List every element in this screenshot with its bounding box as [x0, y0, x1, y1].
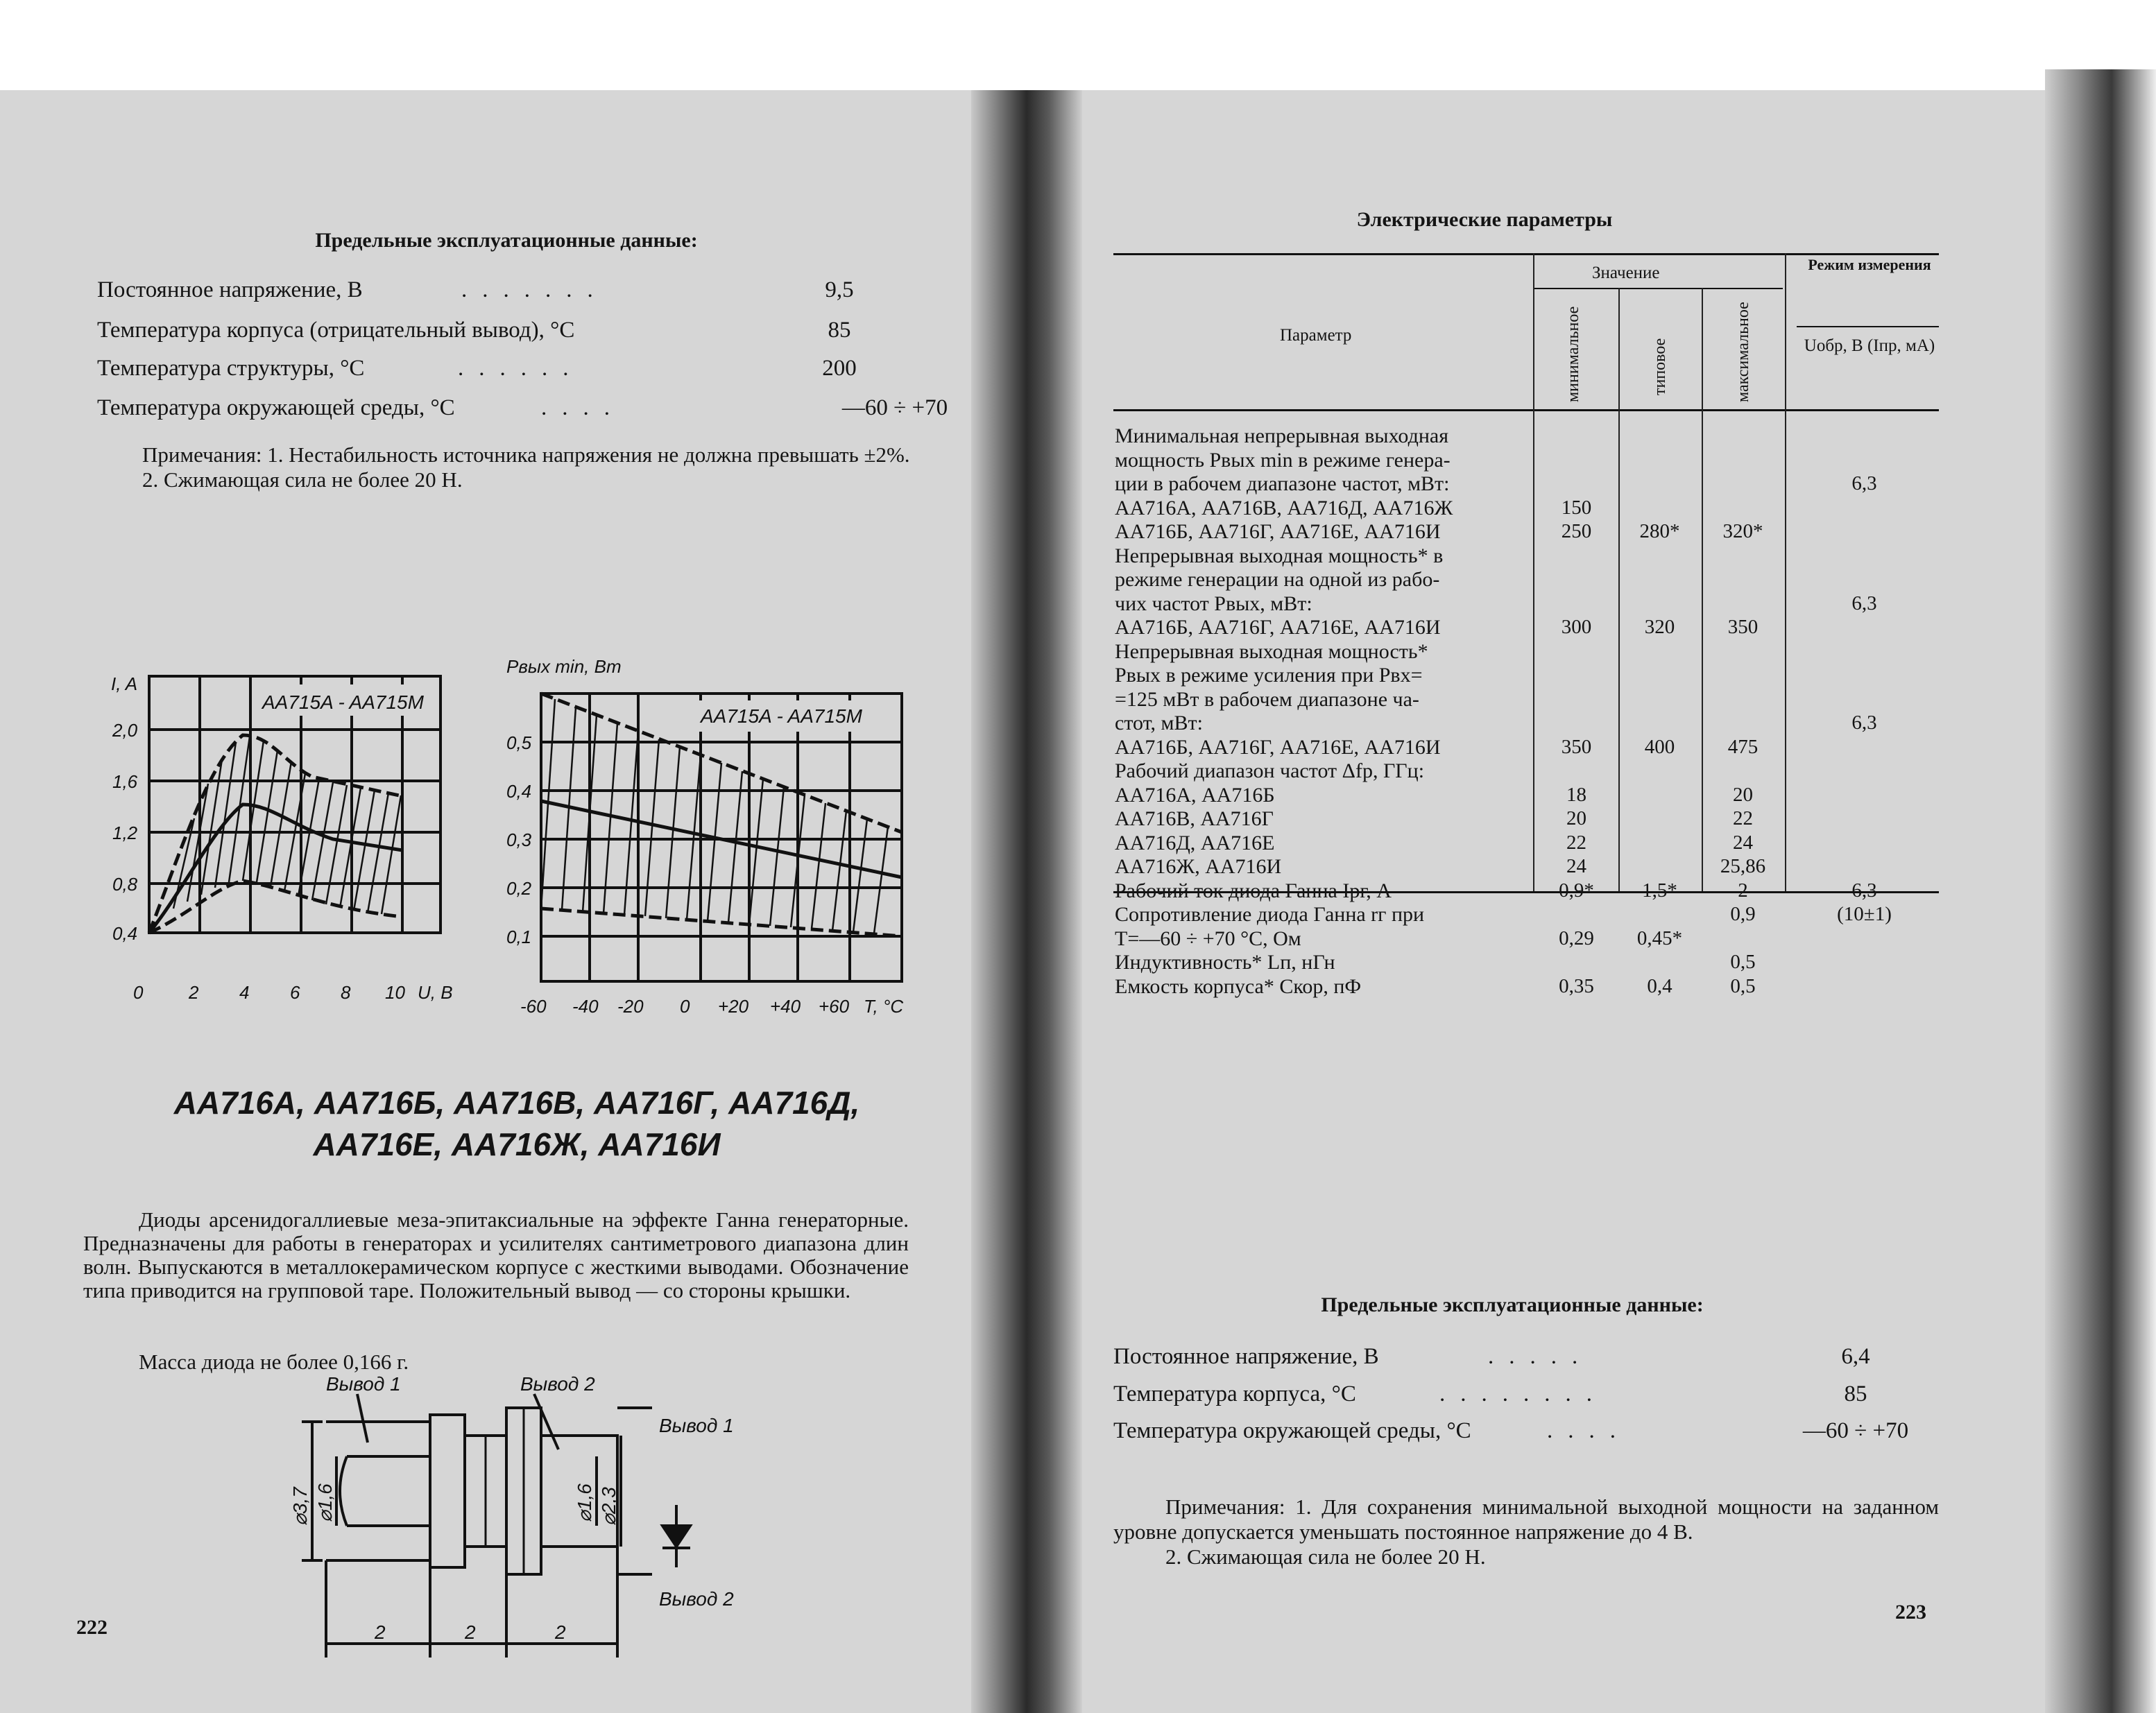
parameters-table — [1113, 253, 2043, 1085]
dim-diameter-3-7: ⌀3,7 — [289, 1487, 311, 1526]
leader-dots: ...... — [458, 356, 584, 381]
notes — [1113, 1495, 1939, 1569]
value-cell-max: 0,9 — [1730, 903, 1756, 925]
dim-diameter-1-6a: ⌀1,6 — [314, 1483, 336, 1522]
x-axis-label: U, B — [418, 982, 453, 1003]
svg-text:0,3: 0,3 — [506, 829, 532, 850]
limit-label: Температура корпуса, °С — [1113, 1381, 1356, 1406]
svg-text:0,4: 0,4 — [112, 923, 138, 944]
param-cell: АА716Ж, АА716И — [1115, 855, 1282, 878]
value-cell-max: 25,86 — [1720, 855, 1766, 877]
limit-label: Температура окружающей среды, °С — [97, 395, 455, 420]
svg-text:1,6: 1,6 — [112, 771, 138, 792]
param-cell: Рабочий ток диода Ганна Iрг, А — [1115, 879, 1392, 902]
y-ticks — [112, 720, 138, 944]
param-cell: =125 мВт в рабочем диапазоне ча- — [1115, 687, 1419, 711]
header-mode-sub: Uобр, В (Iпр, мА) — [1804, 336, 1935, 355]
table-rule — [1113, 409, 1939, 411]
limit-value: 85 — [1844, 1381, 1867, 1406]
param-cell: Рабочий диапазон частот Δfр, ГГц: — [1115, 759, 1425, 782]
param-cell: АА716Б, АА716Г, АА716Е, АА716И — [1115, 520, 1441, 543]
param-cell: АА716А, АА716В, АА716Д, АА716Ж — [1115, 496, 1453, 519]
table-rule — [1533, 288, 1783, 289]
svg-text:-40: -40 — [572, 996, 599, 1017]
leader-dots: .... — [541, 395, 625, 420]
page-number: 223 — [1895, 1601, 1926, 1624]
limit-value: 9,5 — [825, 277, 854, 302]
param-cell: АА716Д, АА716Е — [1115, 831, 1275, 854]
svg-text:4: 4 — [239, 982, 250, 1003]
param-cell: мощность Pвых min в режиме генера- — [1115, 448, 1451, 472]
table-rule — [1618, 288, 1620, 891]
outline-drawing — [243, 1366, 798, 1699]
limits-heading: Предельные эксплуатационные данные: — [1321, 1293, 1704, 1316]
value-cell-max: 350 — [1727, 616, 1759, 638]
value-cell-typ: 280* — [1639, 520, 1680, 542]
page-number: 222 — [76, 1616, 108, 1639]
param-cell: ции в рабочем диапазоне частот, мВт: — [1115, 472, 1450, 495]
value-cell-typ: 400 — [1644, 735, 1675, 758]
leader-dots: ....... — [461, 277, 608, 302]
chart-legend: AA715A - AA715M — [701, 705, 862, 727]
value-cell-max: 320* — [1722, 520, 1763, 542]
right-page — [1082, 90, 2046, 1713]
value-cell-max: 475 — [1727, 735, 1759, 758]
left-page — [0, 90, 971, 1713]
table-rule — [1533, 253, 1534, 891]
svg-text:-60: -60 — [520, 996, 547, 1017]
table-rule — [1785, 253, 1786, 891]
svg-text:2: 2 — [189, 982, 199, 1003]
svg-text:0,4: 0,4 — [506, 781, 532, 802]
param-cell: АА716Б, АА716Г, АА716Е, АА716И — [1115, 616, 1441, 639]
book-gutter — [971, 90, 1082, 1713]
header-max: максимальное — [1734, 302, 1752, 402]
table-heading: Электрические параметры — [1356, 208, 1613, 231]
limit-value: —60 ÷ +70 — [841, 395, 948, 420]
svg-text:+60: +60 — [819, 996, 850, 1017]
param-cell: Индуктивность* Lп, нГн — [1115, 951, 1335, 974]
table-rule — [1797, 326, 1939, 327]
svg-text:0,2: 0,2 — [506, 878, 532, 899]
y-axis-label: Pвых min, Вт — [506, 656, 622, 677]
param-cell: чих частот Pвых, мВт: — [1115, 592, 1312, 615]
param-cell: Емкость корпуса* Cкор, пФ — [1115, 974, 1362, 998]
device-title-line-2: АА716Е, АА716Ж, АА716И — [313, 1126, 721, 1162]
param-cell: Непрерывная выходная мощность* в — [1115, 544, 1444, 567]
param-cell: Минимальная непрерывная выходная — [1115, 424, 1448, 447]
notes — [90, 442, 916, 492]
value-cell-max: 24 — [1733, 831, 1753, 854]
note-2: 2. Сжимающая сила не более 20 Н. — [142, 467, 463, 492]
value-cell-mode: 6,3 — [1851, 592, 1877, 614]
value-cell-mode: 6,3 — [1851, 712, 1877, 734]
value-cell-max: 0,5 — [1730, 974, 1756, 997]
value-cell-typ: 320 — [1644, 616, 1675, 638]
value-cell-max: 2 — [1738, 879, 1748, 902]
dim-diameter-2-3: ⌀2,3 — [598, 1487, 619, 1526]
param-cell: АА716А, АА716Б — [1115, 783, 1275, 807]
value-cell-typ: 0,4 — [1647, 974, 1672, 997]
limit-label: Постоянное напряжение, В — [97, 277, 363, 302]
value-cell-min: 150 — [1561, 496, 1592, 519]
dim-length-1: 2 — [375, 1621, 386, 1643]
svg-text:-20: -20 — [617, 996, 644, 1017]
svg-text:0,5: 0,5 — [506, 732, 532, 753]
value-cell-min: 20 — [1566, 807, 1586, 829]
limits-heading: Предельные эксплуатационные данные: — [315, 229, 698, 252]
y-axis-label: I, A — [111, 673, 138, 694]
top-margin — [0, 0, 2156, 90]
param-cell: АА716Б, АА716Г, АА716Е, АА716И — [1115, 735, 1441, 759]
value-cell-mode: 6,3 — [1851, 879, 1877, 902]
svg-text:8: 8 — [341, 982, 351, 1003]
param-cell: Pвых в режиме усиления при Pвх= — [1115, 664, 1423, 687]
leader-dots: .... — [1547, 1418, 1631, 1443]
value-cell-typ: 1,5* — [1642, 879, 1677, 902]
svg-text:0: 0 — [680, 996, 690, 1017]
header-typ: типовое — [1651, 338, 1669, 395]
table-rule — [1113, 253, 1939, 255]
svg-text:1,2: 1,2 — [112, 823, 138, 843]
dim-length-3: 2 — [555, 1621, 566, 1643]
current-voltage-chart — [104, 576, 465, 1019]
device-title — [90, 1082, 943, 1165]
svg-text:2,0: 2,0 — [112, 720, 138, 741]
description: Диоды арсенидогаллиевые меза-эпитаксиальные на эффекте Ганна генераторные. Предназначены для работы в генераторах и усилителях сантиметрового диапазона длин волн. Выпускаются в металлокерамическом корпусе с жесткими выводами. Обозначение типа приводится на групповой таре. Положительный вывод — со стороны крышки. — [83, 1207, 909, 1302]
header-mode: Режим измерения — [1808, 256, 1931, 273]
limit-label: Температура корпуса (отрицательный вывод), °С — [97, 318, 575, 343]
note-1: Примечания: 1. Для сохранения минимальной выходной мощности на заданном уровне допускается уменьшать постоянное напряжение до 4 В. — [1113, 1495, 1939, 1544]
value-cell-min: 250 — [1561, 520, 1592, 542]
lead-1-side-label: Вывод 1 — [659, 1415, 734, 1436]
value-cell-mode: (10±1) — [1837, 903, 1892, 925]
note-2: 2. Сжимающая сила не более 20 Н. — [1165, 1544, 1486, 1569]
svg-text:0,8: 0,8 — [112, 874, 138, 895]
limit-value: —60 ÷ +70 — [1802, 1418, 1909, 1443]
value-cell-min: 22 — [1566, 831, 1586, 854]
chart-legend: AA715A - AA715M — [262, 691, 424, 713]
svg-text:0: 0 — [133, 982, 144, 1003]
header-param: Параметр — [1280, 326, 1352, 345]
limit-value: 6,4 — [1841, 1344, 1870, 1369]
svg-text:6: 6 — [290, 982, 300, 1003]
value-cell-min: 350 — [1561, 735, 1592, 758]
limit-label: Постоянное напряжение, В — [1113, 1344, 1379, 1369]
x-ticks — [520, 996, 850, 1017]
note-1: Примечания: 1. Нестабильность источника напряжения не должна превышать ±2%. — [142, 442, 910, 467]
svg-text:0,1: 0,1 — [506, 927, 532, 947]
param-cell: Непрерывная выходная мощность* — [1115, 639, 1428, 663]
value-cell-min: 18 — [1566, 783, 1586, 806]
param-cell: режиме генерации на одной из рабо- — [1115, 568, 1440, 591]
svg-text:+40: +40 — [770, 996, 801, 1017]
value-cell-max: 20 — [1733, 783, 1753, 806]
header-min: минимальное — [1564, 306, 1582, 402]
value-cell-typ: 0,45* — [1636, 927, 1683, 949]
value-cell-mode: 6,3 — [1851, 472, 1877, 494]
value-cell-max: 22 — [1733, 807, 1753, 829]
value-cell-min: 300 — [1561, 616, 1592, 638]
page-edge — [2045, 69, 2156, 1713]
leader-dots: ........ — [1439, 1381, 1607, 1406]
leader-dots: ..... — [1488, 1344, 1593, 1369]
dim-length-2: 2 — [465, 1621, 476, 1643]
svg-text:+20: +20 — [718, 996, 749, 1017]
param-cell: АА716В, АА716Г — [1115, 807, 1274, 830]
header-value: Значение — [1592, 264, 1660, 282]
dim-diameter-1-6b: ⌀1,6 — [574, 1483, 595, 1522]
value-cell-min: 0,9* — [1559, 879, 1594, 902]
y-ticks — [506, 732, 532, 947]
lead-2-side-label: Вывод 2 — [659, 1588, 734, 1610]
param-cell: стот, мВт: — [1115, 712, 1203, 734]
value-cell-min: 0,35 — [1559, 974, 1594, 997]
device-title-line-1: АА716А, АА716Б, АА716В, АА716Г, АА716Д, — [173, 1085, 860, 1121]
power-temperature-chart — [499, 645, 930, 1019]
limit-value: 85 — [828, 318, 851, 343]
value-cell-min: 24 — [1566, 855, 1586, 877]
limit-label: Температура окружающей среды, °С — [1113, 1418, 1471, 1443]
limit-label: Температура структуры, °С — [97, 356, 365, 381]
value-cell-max: 0,5 — [1730, 951, 1756, 973]
mass: Масса диода не более 0,166 г. — [139, 1350, 409, 1374]
x-axis-label: T, °C — [864, 996, 904, 1017]
param-cell: T=—60 ÷ +70 °С, Ом — [1115, 927, 1301, 950]
limit-value: 200 — [822, 356, 857, 381]
param-cell: Сопротивление диода Ганна rг при — [1115, 903, 1425, 926]
value-cell-min: 0,29 — [1559, 927, 1594, 949]
x-ticks — [133, 982, 405, 1003]
svg-text:10: 10 — [385, 982, 405, 1003]
lead-2-label: Вывод 2 — [520, 1373, 595, 1395]
lead-1-label: Вывод 1 — [326, 1373, 401, 1395]
